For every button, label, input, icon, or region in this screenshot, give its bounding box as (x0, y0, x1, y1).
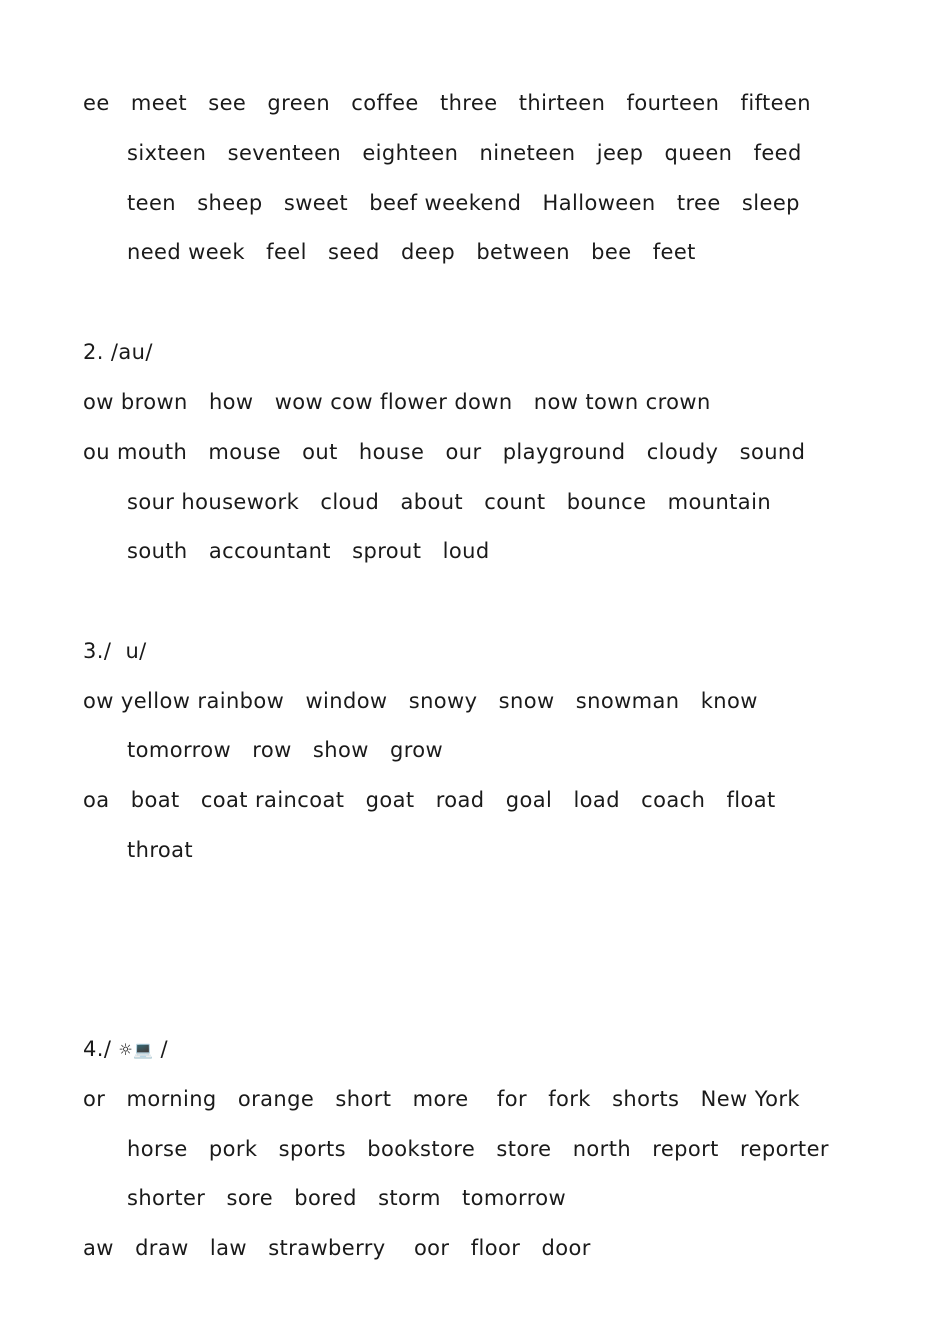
word-line-au-4: south accountant sprout loud (127, 539, 490, 563)
word-line-au-3: sour housework cloud about count bounce mountain (127, 490, 772, 514)
word-line-ou-1: ow yellow rainbow window snowy snow snowman know (83, 689, 758, 713)
section-heading-prefix: 4./ (83, 1037, 119, 1061)
phonetic-symbol-glyphs: ☼💻 (118, 1040, 154, 1059)
word-line-au-2: ou mouth mouse out house our playground cloudy sound (83, 440, 806, 464)
section-heading-ou: 3./ u/ (83, 639, 147, 663)
word-line-ee-4: need week feel seed deep between bee feet (127, 240, 696, 264)
word-line-o-2: horse pork sports bookstore store north report reporter (127, 1137, 829, 1161)
word-line-o-4: aw draw law strawberry oor floor door (83, 1236, 591, 1260)
word-line-ou-3: oa boat coat raincoat goat road goal load coach float (83, 788, 776, 812)
word-line-ou-2: tomorrow row show grow (127, 738, 444, 762)
section-heading-au: 2. /au/ (83, 340, 153, 364)
section-heading-suffix: / (153, 1037, 169, 1061)
word-line-au-1: ow brown how wow cow flower down now town crown (83, 390, 711, 414)
word-line-o-1: or morning orange short more for fork shorts New York (83, 1087, 800, 1111)
section-heading-o (83, 1035, 168, 1064)
word-line-o-3: shorter sore bored storm tomorrow (127, 1186, 567, 1210)
word-line-ou-4: throat (127, 838, 194, 862)
word-line-ee-1: ee meet see green coffee three thirteen fourteen fifteen (83, 91, 811, 115)
word-line-ee-2: sixteen seventeen eighteen nineteen jeep queen feed (127, 141, 802, 165)
word-line-ee-3: teen sheep sweet beef weekend Halloween tree sleep (127, 191, 800, 215)
